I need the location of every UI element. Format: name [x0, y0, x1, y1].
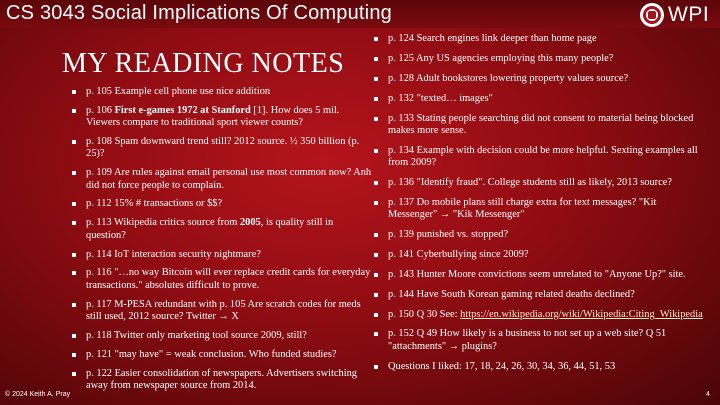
- note-item: [72, 249, 372, 261]
- note-item: [72, 105, 372, 130]
- wpi-seal-icon: [640, 3, 664, 27]
- note-emphasis: First e-games 1972 at Stanford: [114, 104, 251, 116]
- right-notes-list: [374, 33, 704, 381]
- note-item: [374, 229, 704, 241]
- note-item: [374, 269, 704, 281]
- note-item: [72, 136, 372, 161]
- note-text: p. 108 Spam downward trend still? 2012 source. ½ 350 billion (p. 25)?: [86, 136, 360, 160]
- note-emphasis: 2005: [239, 217, 261, 229]
- note-text: p. 143 Hunter Moore convictions seem unrelated to "Anyone Up?" site.: [388, 268, 686, 280]
- note-item: [374, 309, 704, 321]
- note-text: p. 141 Cyberbullying since 2009?: [388, 248, 529, 260]
- note-item: [374, 145, 704, 170]
- note-text: p. 144 Have South Korean gaming related deaths declined?: [388, 288, 635, 300]
- note-item: [72, 267, 372, 292]
- note-text: [1]. How does 5 mil. Viewers compare to traditional sport viewer counts?: [86, 104, 340, 129]
- note-item: [374, 197, 704, 222]
- note-item: [374, 93, 704, 105]
- note-item: [72, 198, 372, 210]
- note-text: p. 137 Do mobile plans still charge extra for text messages? "Kit Messenger" → "Kik Messenger": [388, 196, 657, 221]
- note-text: p. 121 "may have" = weak conclusion. Who funded studies?: [86, 348, 337, 360]
- note-item: [374, 33, 704, 45]
- note-text: p. 116 "…no way Bitcoin will ever replace credit cards for everyday transactions." absolutes difficult to prove.: [86, 267, 371, 291]
- left-notes-list: [72, 86, 372, 399]
- note-item: [374, 289, 704, 301]
- note-text: p. 128 Adult bookstores lowering property values source?: [388, 72, 629, 84]
- note-item: [72, 330, 372, 342]
- note-item: [72, 217, 372, 242]
- note-item: [72, 86, 372, 98]
- note-item: [374, 113, 704, 138]
- slide-page-number: 4: [706, 391, 710, 398]
- note-text: p. 150 Q 30 See:: [388, 308, 461, 320]
- note-text: p. 124 Search engines link deeper than home page: [388, 33, 597, 44]
- note-text: p. 109 Are rules against email personal use most common now? Anh did not force people to complain.: [86, 167, 372, 191]
- note-text: p. 134 Example with decision could be more helpful. Sexting examples all from 2009?: [388, 144, 698, 169]
- note-item: [374, 53, 704, 65]
- note-text: p. 133 Stating people searching did not consent to material being blocked makes more sense.: [388, 112, 694, 136]
- note-item: [374, 73, 704, 85]
- course-title: CS 3043 Social Implications Of Computing: [6, 2, 392, 24]
- note-item: [72, 368, 372, 393]
- wikipedia-citing-link[interactable]: https://en.wikipedia.org/wiki/Wikipedia:Citing_Wikipedia: [460, 308, 703, 320]
- note-item: [374, 361, 704, 373]
- note-item: [72, 349, 372, 361]
- note-text: p. 122 Easier consolidation of newspapers. Advertisers switching away from newspaper source from 2014.: [86, 367, 357, 391]
- note-text: p. 113 Wikipedia critics source from: [86, 217, 240, 229]
- note-text: , is quality still in question?: [86, 217, 334, 241]
- wpi-logo: [640, 3, 709, 27]
- note-text: p. 114 IoT interaction security nightmare?: [86, 248, 261, 260]
- note-item: [374, 177, 704, 189]
- slide-heading: MY READING NOTES: [62, 48, 345, 79]
- note-item: [374, 328, 704, 353]
- note-item: [374, 249, 704, 261]
- note-text: p. 139 punished vs. stopped?: [388, 229, 509, 241]
- note-text: p. 136 "Identify fraud". College students still as likely, 2013 source?: [388, 176, 672, 188]
- note-text: p. 112 15% # transactions or $$?: [86, 198, 223, 210]
- note-text: p. 118 Twitter only marketing tool source 2009, still?: [86, 329, 307, 341]
- note-text: p. 106: [86, 104, 115, 116]
- note-text: p. 152 Q 49 How likely is a business to not set up a web site? Q 51 "attachments" → plugins?: [388, 328, 667, 352]
- note-text: p. 105 Example cell phone use nice addition: [86, 86, 271, 97]
- note-item: [72, 167, 372, 192]
- note-text: p. 132 "texted… images": [388, 92, 493, 104]
- copyright-footer: © 2024 Keith A. Pray: [5, 391, 71, 398]
- note-text: Questions I liked: 17, 18, 24, 26, 30, 34, 36, 44, 51, 53: [388, 360, 616, 372]
- note-item: [72, 299, 372, 324]
- note-text: p. 117 M-PESA redundant with p. 105 Are scratch codes for meds still used, 2012 source? Twitter → X: [86, 298, 361, 322]
- wpi-logo-text: WPI: [668, 3, 710, 26]
- note-text: p. 125 Any US agencies employing this many people?: [388, 52, 614, 64]
